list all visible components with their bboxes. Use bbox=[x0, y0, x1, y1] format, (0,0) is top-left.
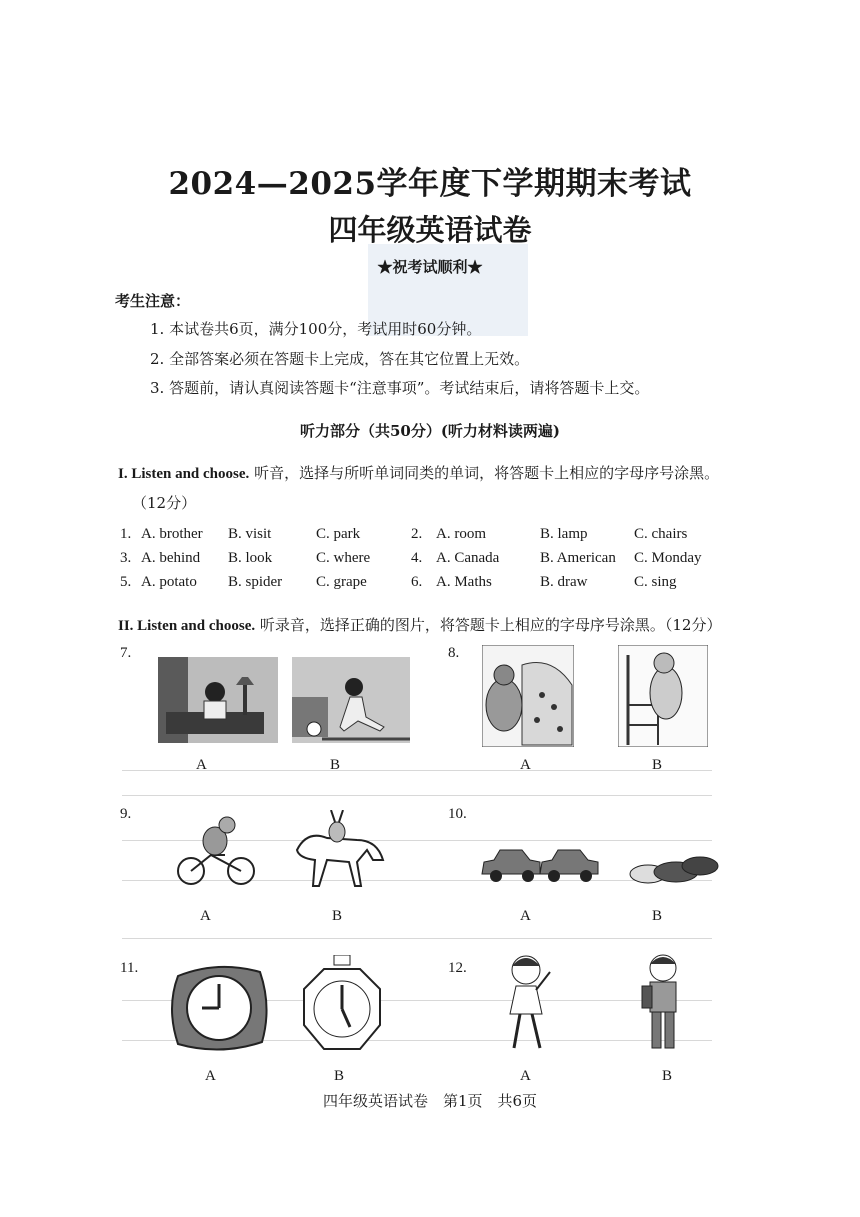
choice-label-b: B bbox=[652, 908, 663, 924]
bear-on-bed-picture bbox=[482, 645, 574, 747]
note-item: 3. 答题前，请认真阅读答题卡“注意事项”。考试结束后，请将答题卡上交。 bbox=[150, 379, 650, 397]
bear-on-ladder-picture bbox=[618, 645, 708, 747]
page-footer: 四年级英语试卷 第1页 共6页 bbox=[322, 1092, 538, 1110]
question-number: 7. bbox=[120, 645, 132, 661]
question-number: 4. bbox=[411, 550, 423, 566]
wall-clock-picture bbox=[168, 962, 270, 1052]
cat-riding-bike-picture bbox=[175, 815, 259, 887]
option-b: B. spider bbox=[228, 574, 283, 590]
question-number: 12. bbox=[448, 960, 467, 976]
choice-label-a: A bbox=[520, 757, 531, 773]
listening-section-title: 听力部分（共50分）(听力材料读两遍) bbox=[299, 422, 561, 440]
choice-label-a: A bbox=[520, 1068, 531, 1084]
question-number: 1. bbox=[120, 526, 132, 542]
boy-playing-football-picture bbox=[292, 657, 410, 743]
question-number: 8. bbox=[448, 645, 460, 661]
part1-heading bbox=[118, 462, 719, 483]
part1-label: I. Listen and choose. bbox=[118, 466, 250, 482]
option-a: A. Canada bbox=[436, 550, 500, 566]
option-b: B. lamp bbox=[540, 526, 588, 542]
option-b: B. American bbox=[540, 550, 616, 566]
option-c: C. Monday bbox=[634, 550, 702, 566]
choice-label-b: B bbox=[334, 1068, 345, 1084]
part1-points: （12分） bbox=[132, 494, 197, 512]
cars-picture bbox=[480, 846, 600, 886]
part2-instruction: 听录音，选择正确的图片，将答题卡上相应的字母序号涂黑。（12分） bbox=[259, 616, 722, 634]
choice-label-b: B bbox=[662, 1068, 673, 1084]
option-b: B. draw bbox=[540, 574, 588, 590]
ruled-line bbox=[122, 770, 712, 771]
option-a: A. room bbox=[436, 526, 486, 542]
question-number: 2. bbox=[411, 526, 423, 542]
question-number: 9. bbox=[120, 806, 132, 822]
option-c: C. sing bbox=[634, 574, 677, 590]
part2-heading bbox=[118, 614, 721, 635]
notes-heading: 考生注意： bbox=[115, 292, 191, 310]
ruled-line bbox=[122, 938, 712, 939]
option-a: A. potato bbox=[141, 574, 197, 590]
question-number: 11. bbox=[120, 960, 139, 976]
option-c: C. park bbox=[316, 526, 361, 542]
option-a: A. brother bbox=[141, 526, 203, 542]
exam-subtitle: 四年级英语试卷 bbox=[328, 213, 532, 247]
shoes-picture bbox=[628, 850, 722, 886]
option-b: B. look bbox=[228, 550, 273, 566]
question-number: 3. bbox=[120, 550, 132, 566]
part1-instruction: 听音，选择与所听单词同类的单词，将答题卡上相应的字母序号涂黑。 bbox=[254, 464, 720, 482]
choice-label-b: B bbox=[332, 908, 343, 924]
ruled-line bbox=[122, 795, 712, 796]
option-c: C. grape bbox=[316, 574, 367, 590]
boy-with-backpack-picture bbox=[638, 950, 688, 1056]
choice-label-a: A bbox=[205, 1068, 216, 1084]
option-b: B. visit bbox=[228, 526, 272, 542]
exam-title: 2024—2025学年度下学期期末考试 bbox=[168, 166, 692, 202]
choice-label-a: A bbox=[520, 908, 531, 924]
option-a: A. Maths bbox=[436, 574, 492, 590]
student-at-desk-picture bbox=[158, 657, 278, 743]
question-number: 10. bbox=[448, 806, 467, 822]
option-c: C. where bbox=[316, 550, 371, 566]
choice-label-b: B bbox=[652, 757, 663, 773]
rabbit-riding-horse-picture bbox=[287, 810, 387, 894]
choice-label-b: B bbox=[330, 757, 341, 773]
motto: ★祝考试顺利★ bbox=[377, 258, 483, 276]
choice-label-a: A bbox=[196, 757, 207, 773]
question-number: 5. bbox=[120, 574, 132, 590]
option-c: C. chairs bbox=[634, 526, 688, 542]
choice-label-a: A bbox=[200, 908, 211, 924]
part2-label: II. Listen and choose. bbox=[118, 618, 256, 634]
stopwatch-picture bbox=[300, 955, 384, 1055]
note-item: 2. 全部答案必须在答题卡上完成，答在其它位置上无效。 bbox=[150, 350, 530, 368]
option-a: A. behind bbox=[141, 550, 201, 566]
note-item: 1. 本试卷共6页，满分100分，考试用时60分钟。 bbox=[150, 320, 482, 338]
girl-walking-picture bbox=[496, 952, 556, 1056]
question-number: 6. bbox=[411, 574, 423, 590]
